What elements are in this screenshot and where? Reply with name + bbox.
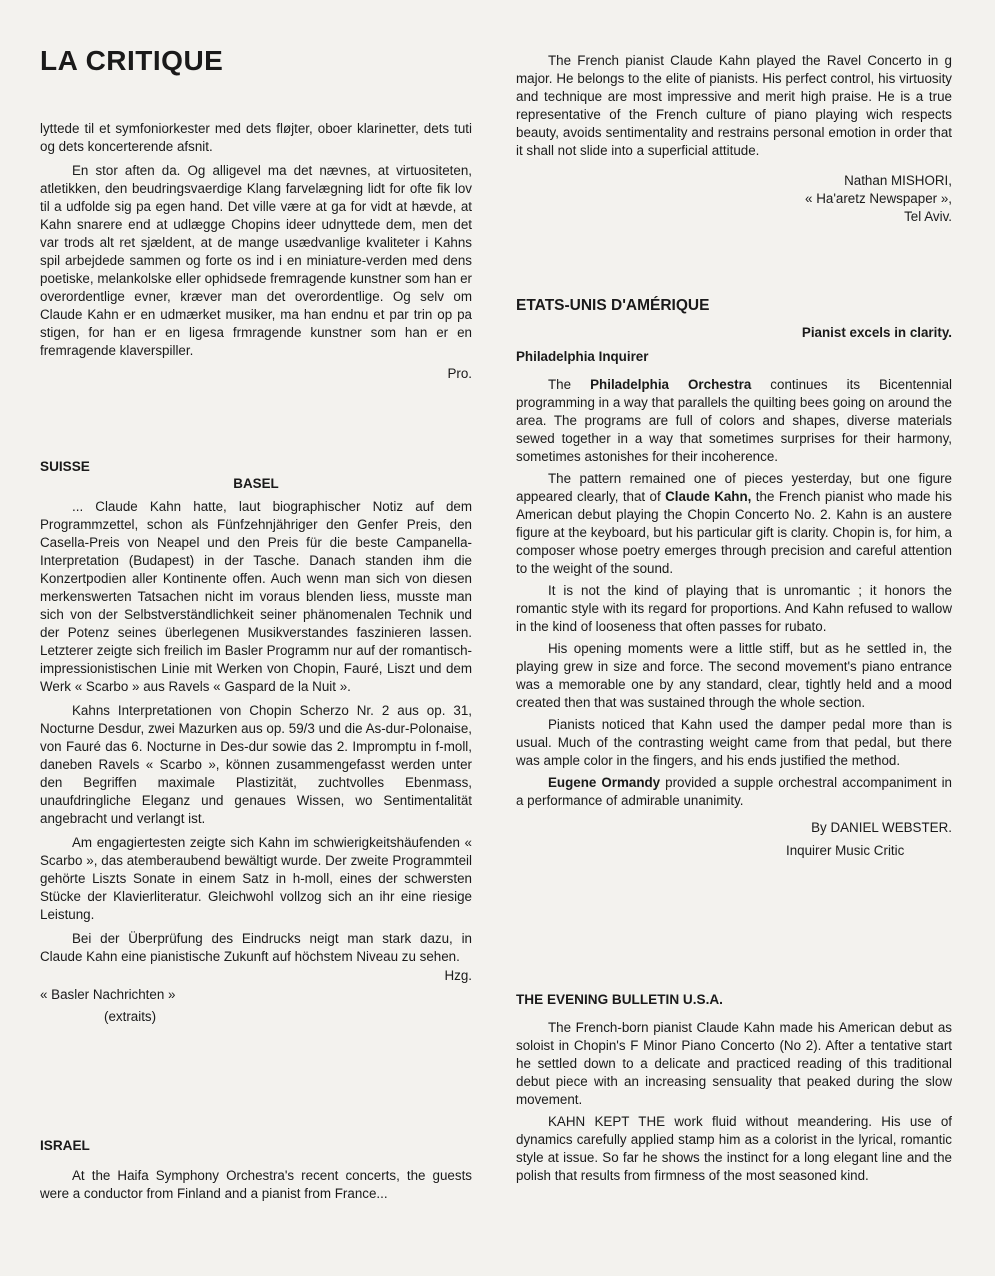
israel-signature-paper: « Ha'aretz Newspaper », bbox=[805, 191, 952, 206]
suisse-paragraph-2: Kahns Interpretationen von Chopin Scherzo Nr. 2 aus op. 31, Nocturne Desdur, zwei Mazurken aus op. 59/3 und die As-dur-Polonaise, von Fauré das 6. Nocturne in Des-dur sowie das 2. Impromptu in f-moll, daneben Ravels « Scarbo », können zusammengefasst werden unter den Begriffen maximale Plastizität, zuchtvolles Ebenmass, unaufdringliche Eleganz und genaues Wissen, wo Sentimentalität angebracht und verlangt ist. bbox=[40, 703, 472, 826]
suisse-section bbox=[40, 459, 472, 1026]
israel-heading: ISRAEL bbox=[40, 1138, 90, 1153]
danish-signature: Pro. bbox=[447, 366, 472, 381]
suisse-paragraph-4: Bei der Überprüfung des Eindrucks neigt man stark dazu, in Claude Kahn eine pianistische Zukunft auf höchstem Niveau zu sehen. bbox=[40, 931, 472, 964]
basel-subheading: BASEL bbox=[233, 476, 279, 491]
suisse-paragraph-1: ... Claude Kahn hatte, laut biographischer Notiz auf dem Programmzettel, schon als Fünfzehnjähriger den Genfer Preis, den Casella-Preis von Neapel und den Preis für die beste Campanella-Interpretation (Budapest) in der Tasche. Danach standen ihm die Konzertpodien aller Kontinente offen. Auch wenn man sich von diesen merkenswerten Tatsachen nicht im voraus blenden liess, musste man sich von der Selbstverständlichkeit seiner phänomenalen Technik und der Potenz seines überlegenen Musikverstandes faszinieren lassen. Letzterer zeigte sich freilich im Basler Programm nur auf der romantisch-impressionistischen Linie mit Werken von Chopin, Fauré, Liszt und dem Werk « Scarbo » aus Ravels « Gaspard de la Nuit ». bbox=[40, 499, 472, 694]
usa-paragraph-5: Pianists noticed that Kahn used the damper pedal more than is usual. Much of the contrasting weight came from that pedal, but there was ample color in the fingers, and his ends justified the method. bbox=[516, 717, 952, 768]
suisse-extract-note: (extraits) bbox=[104, 1009, 157, 1024]
usa-signature-name: By DANIEL WEBSTER. bbox=[811, 820, 952, 835]
usa-paragraph-6 bbox=[516, 774, 952, 810]
israel-paragraph-1: At the Haifa Symphony Orchestra's recent concerts, the guests were a conductor from Finland and a pianist from France... bbox=[40, 1168, 472, 1201]
danish-review bbox=[40, 120, 472, 383]
israel-signature-name: Nathan MISHORI, bbox=[844, 173, 952, 188]
usa-tagline: Pianist excels in clarity. bbox=[801, 325, 952, 340]
usa-p6-text: provided a supple orchestral accompaniment in a performance of admirable unanimity. bbox=[516, 775, 953, 808]
israel-continued bbox=[516, 52, 952, 226]
suisse-paragraph-3: Am engagiertesten zeigte sich Kahn im schwierigkeitshäufenden « Scarbo », das atemberaubend bewältigt wurde. Der zweite Programmteil gehörte Liszts Sonate in einem Satz in h-moll, eines der schwersten Stücke der Klavierliteratur. Gleichwohl vollzog sich an ihr eine riesige Leistung. bbox=[40, 835, 472, 922]
usa-p1-bold: Philadelphia Orchestra bbox=[590, 377, 752, 392]
israel-signature-city: Tel Aviv. bbox=[904, 209, 952, 224]
bulletin-section bbox=[516, 992, 952, 1185]
usa-p2-text-c: the French pianist who made his American debut playing the Chopin Concerto No. 2. Kahn is an austere figure at the keyboard, but his particular gift is clarity. Chopin is, for him, a composer whose poetry emerges through precision and careful attention to the weight of the sound. bbox=[516, 489, 952, 576]
danish-paragraph-1: lyttede til et symfoniorkester med dets fløjter, oboer klarinetter, dets tuti og dets koncerterende afsnit. bbox=[40, 121, 472, 154]
philadelphia-inquirer-label: Philadelphia Inquirer bbox=[516, 349, 649, 364]
bulletin-heading: THE EVENING BULLETIN U.S.A. bbox=[516, 992, 723, 1007]
suisse-signature: Hzg. bbox=[444, 968, 472, 983]
usa-p2-text-a: The pattern remained one of pieces yesterday, but one figure appeared clearly, that of bbox=[516, 471, 952, 504]
bulletin-paragraph-1: The French-born pianist Claude Kahn made his American debut as soloist in Chopin's F Minor Piano Concerto (No 2). After a tentative start he settled down to a delicate and practiced reading of this traditional debut piece with an increasing sensuality that peaked during the slow movement. bbox=[516, 1020, 952, 1107]
usa-paragraph-4: His opening moments were a little stiff, but as he settled in, the playing grew in size and force. The second movement's piano entrance was a memorable one by any standard, clear, tightly held and a mood created then that was sustained through the whole section. bbox=[516, 641, 952, 710]
usa-paragraph-2 bbox=[516, 470, 952, 578]
usa-p1-text-c: continues its Bicentennial programming in a way that parallels the quilting bees going on around the area. The programs are full of colors and shapes, diverse materials sewed together in a way that sometimes surprises for their harmony, sometimes astonishes for their incoherence. bbox=[516, 377, 953, 464]
suisse-heading: SUISSE bbox=[40, 459, 90, 474]
usa-paragraph-3: It is not the kind of playing that is unromantic ; it honors the romantic style with its regard for proportions. And Kahn refused to wallow in the kind of looseness that often passes for rubato. bbox=[516, 583, 952, 634]
usa-p1-text-a: The bbox=[548, 377, 591, 392]
page-title: LA CRITIQUE bbox=[40, 45, 224, 76]
suisse-source: « Basler Nachrichten » bbox=[40, 987, 176, 1002]
usa-p2-bold: Claude Kahn, bbox=[665, 489, 752, 504]
usa-signature-title: Inquirer Music Critic bbox=[786, 843, 905, 858]
bulletin-paragraph-2: KAHN KEPT THE work fluid without meandering. His use of dynamics carefully applied stamp him as a colorist in the lyrical, romantic style at issue. So far he shows the instinct for a long elegant line and the polish that results from firmness of the most seasoned kind. bbox=[516, 1114, 952, 1183]
usa-p6-bold: Eugene Ormandy bbox=[548, 775, 661, 790]
israel-section bbox=[40, 1138, 472, 1203]
israel-paragraph-2: The French pianist Claude Kahn played the Ravel Concerto in g major. He belongs to the elite of pianists. His perfect control, his virtuosity and technique are most impressive and merit high praise. He is a true representative of the French culture of piano playing wich respects beauty, avoids sentimentality and restrains personal emotion in order that it shall not slide into a superficial attitude. bbox=[516, 53, 952, 158]
danish-paragraph-2: En stor aften da. Og alligevel ma det nævnes, at virtuositeten, atletikken, den beudringsvaerdige Klang farvelægning lidt for ofte fik lov til a udfolde sig pa egen hand. Det ville være at ga for vidt at hævde, at Kahn snarere end at udlægge Chopins ideer udnyttede dem, men det var trods alt ret sjældent, at de mange usædvanlige kvaliteter i Kahns spil arbejdede sammen og forte os ind i en miniature-verden med dens poetiske, melankolske eller ophidsede fremragende kunstner som han er overordentlige evner, kræver man det overordentlige. Og selv om Claude Kahn er en udmærket musiker, ma han endnu et par trin op pa stigen, for han er en ligesa frmragende kunstner som han er en fremragende klaverspiller. bbox=[40, 163, 472, 358]
usa-heading: ETATS-UNIS D'AMÉRIQUE bbox=[516, 297, 710, 314]
usa-paragraph-1 bbox=[516, 376, 952, 466]
usa-section bbox=[516, 297, 952, 860]
